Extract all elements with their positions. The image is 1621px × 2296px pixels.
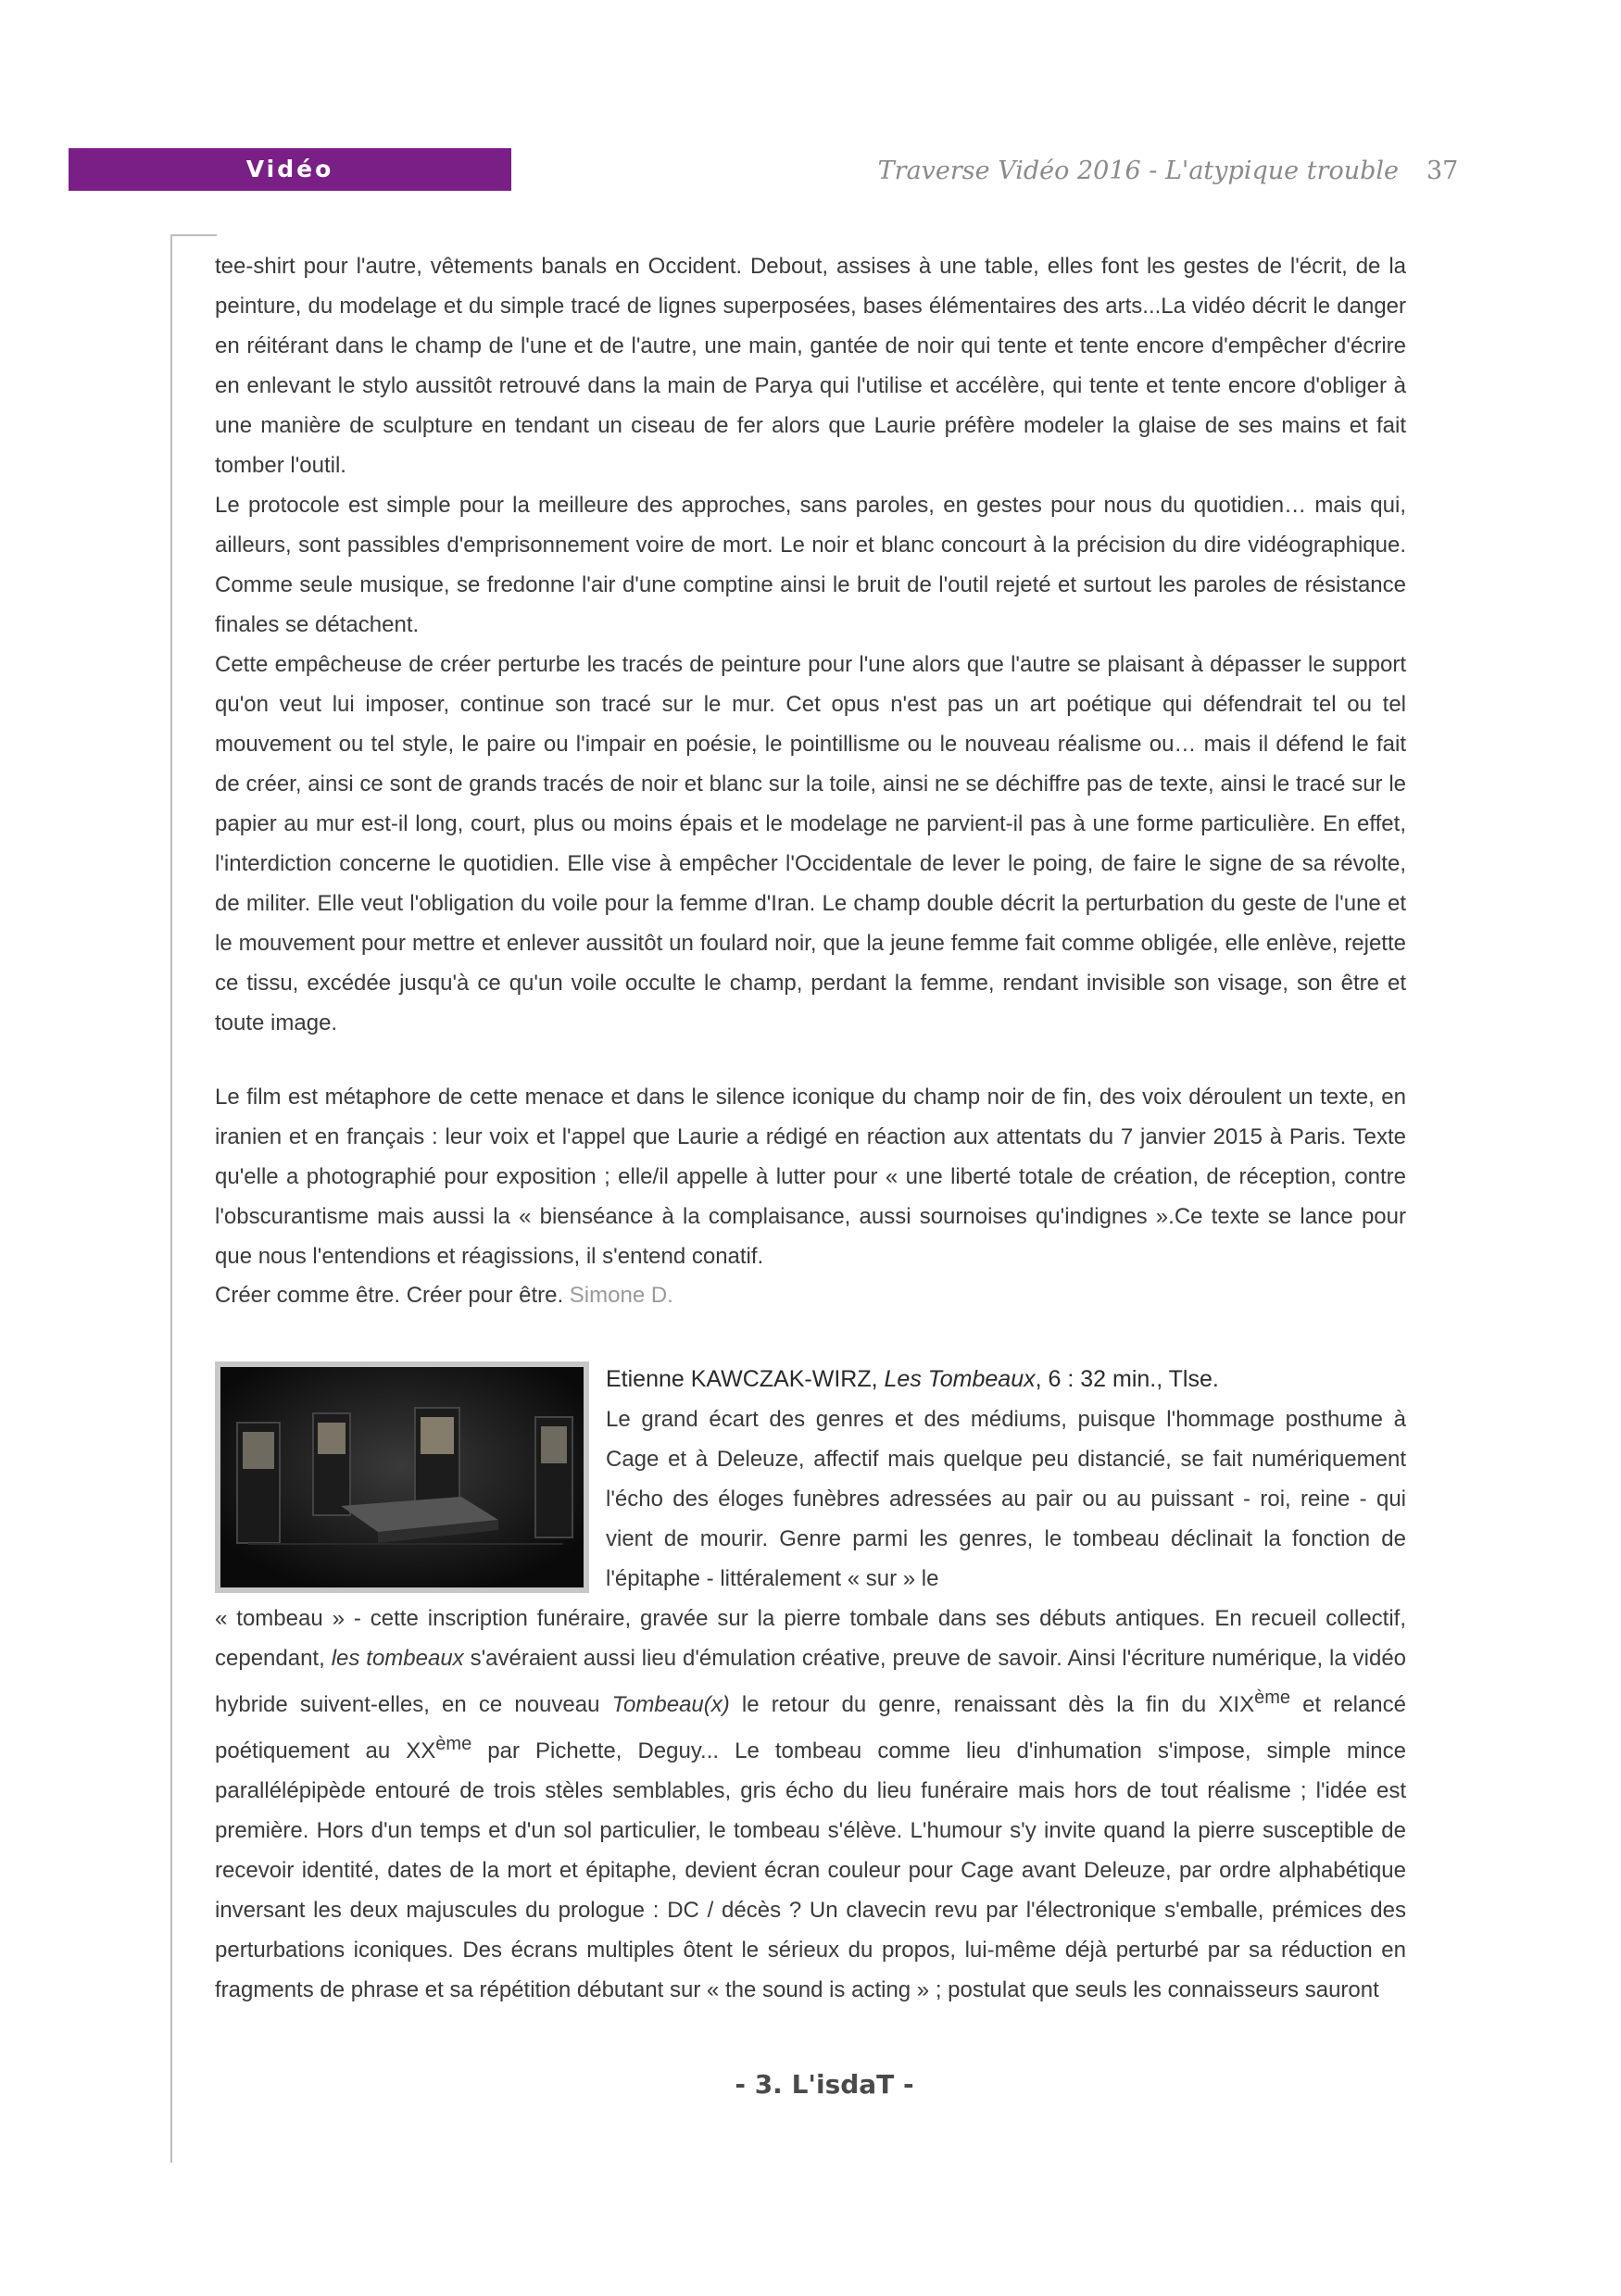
tombeaux-still-illustration [220, 1367, 584, 1587]
page-footer: - 3. L'isdaT - [735, 2069, 914, 2100]
body-paragraph: Cette empêcheuse de créer perturbe les tracés de peinture pour l'une alors que l'autre se plaisant à dépasser le support qu'on veut lui imposer, continue son tracé sur le mur. Cet opus n'est pas un art poétique qui défendrait tel ou tel mouvement ou tel style, le paire ou l'impair en poésie, le pointillisme ou le nouveau réalisme ou… mais il défend le fait de créer, ainsi ce sont de grands tracés de noir et blanc sur la toile, ainsi ne se déchiffre pas de texte, ainsi le tracé sur le papier au mur est-il long, court, plus ou moins épais et le modelage ne parvient-il pas à une forme particulière. En effet, l'interdiction concerne le quotidien. Elle vise à empêcher l'Occidentale de lever le poing, de faire le signe de sa révolte, de militer. Elle veut l'obligation du voile pour la femme d'Iran. Le champ double décrit la perturbation du geste de l'une et le mouvement pour mettre et enlever aussitôt un foulard noir, que la jeune femme fait comme obligée, elle enlève, rejette ce tissu, excédée jusqu'à ce qu'un voile occulte le champ, perdant la femme, rendant invisible son visage, son être et toute image. [215, 652, 1406, 1035]
body-paragraph: tee-shirt pour l'autre, vêtements banals en Occident. Debout, assises à une table, elles font les gestes de l'écrit, de la peinture, du modelage et du simple tracé de lignes superposées, bases élémentaires des arts...La vidéo décrit le danger en réitérant dans le champ de l'une et de l'autre, une main, gantée de noir qui tente et tente encore d'empêcher d'écrire en enlevant le stylo aussitôt retrouvé dans la main de Parya qui l'utilise et accélère, qui tente et tente encore d'obliger à une manière de sculpture en tendant un ciseau de fer alors que Laurie préfère modeler la glaise de ses mains et fait tomber l'outil. [215, 254, 1406, 478]
closing-text: Créer comme être. Créer pour être. [215, 1283, 564, 1308]
work-text-segment: s'avéraient aussi lieu d'émulation créative, preuve de savoir. Ainsi l'écriture numérique, la vidéo hybride suivent-elles, en ce nouveau [215, 1646, 1407, 1717]
work-paragraph-wrapped: Le grand écart des genres et des médiums, puisque l'hommage posthume à Cage et à Deleuze, affectif mais quelque peu distancié, se fait numériquement l'écho des éloges funèbres adressées au pair ou au puissant - roi, reine - qui vient de mourir. Genre parmi les genres, le tombeau déclinait la fonction de l'épitaphe - littéralement « sur » le [606, 1407, 1406, 1591]
closing-line [215, 1275, 1406, 1315]
superscript: ème [1254, 1687, 1290, 1708]
running-title: Traverse Vidéo 2016 - L'atypique trouble [877, 157, 1399, 185]
work-text-italic: Tombeau(x) [611, 1692, 730, 1717]
work-text-segment: et relancé poétiquement au XX [215, 1692, 1406, 1763]
work-text-segment: par Pichette, Deguy... Le tombeau comme lieu d'inhumation s'impose, simple mince parallélépipède entouré de trois stèles semblables, gris écho du lieu funéraire mais hors de tout réalisme ; l'idée est première. Hors d'un temps et d'un sol particulier, le tombeau s'élève. L'humour s'y invite quand la pierre susceptible de recevoir identité, dates de la mort et épitaphe, devient écran couleur pour Cage avant Deleuze, par ordre alphabétique inversant les deux majuscules du prologue : DC / décès ? Un clavecin revu par l'électronique s'emballe, prémices des perturbations iconiques. Des écrans multiples ôtent le sérieux du propos, lui-même déjà perturbé par sa réduction en fragments de phrase et sa répétition débutant sur « the sound is acting » ; postulat que seuls les connaisseurs sauront [215, 1738, 1406, 2002]
body-paragraph: Le film est métaphore de cette menace et dans le silence iconique du champ noir de fin, des voix déroulent un texte, en iranien et en français : leur voix et l'appel que Laurie a rédigé en réaction aux attentats du 7 janvier 2015 à Paris. Texte qu'elle a photographié pour exposition ; elle/il appelle à lutter pour « une liberté totale de création, de réception, contre l'obscurantisme mais aussi la « bienséance à la complaisance, aussi sournoises qu'indignes ».Ce texte se lance pour que nous l'entendions et réagissions, il s'entend conatif. [215, 1085, 1406, 1269]
work-title: Les Tombeaux [884, 1366, 1036, 1392]
work-paragraph [215, 1599, 1406, 2010]
work-artist: Etienne KAWCZAK-WIRZ, [606, 1366, 878, 1392]
frame-rule-left [170, 234, 172, 2163]
work-details: , 6 : 32 min., Tlse. [1035, 1366, 1219, 1392]
page-number: 37 [1426, 157, 1459, 185]
body-paragraph: Le protocole est simple pour la meilleure des approches, sans paroles, en gestes pour nous du quotidien… mais qui, ailleurs, sont passibles d'emprisonnement voire de mort. Le noir et blanc concourt à la précision du dire vidéographique. Comme seule musique, se fredonne l'air d'une comptine ainsi le bruit de l'outil rejeté et surtout les paroles de résistance finales se détachent. [215, 493, 1406, 637]
work-text-segment: « tombeau » - cette inscription funéraire, gravée sur la pierre tombale dans ses débuts antiques. En recueil collectif, cependant, [215, 1606, 1406, 1671]
work-text-italic: les tombeaux [331, 1646, 464, 1671]
author-signature: Simone D. [569, 1283, 673, 1308]
video-still-image [215, 1361, 589, 1593]
work-text-segment: le retour du genre, renaissant dès la fin du XIX [729, 1692, 1255, 1717]
frame-rule-top [170, 234, 217, 236]
work-heading [606, 1360, 1406, 1399]
superscript: ème [435, 1734, 472, 1754]
section-label: Vidéo [69, 148, 511, 191]
